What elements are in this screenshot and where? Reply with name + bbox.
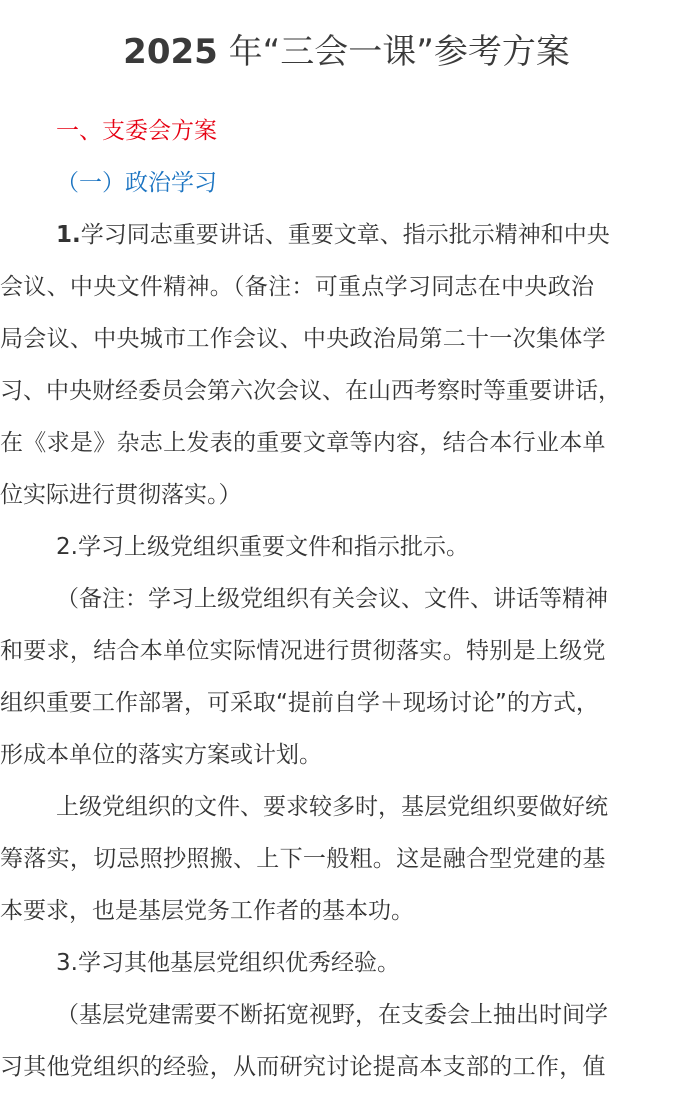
title-year: 2025 xyxy=(123,32,218,72)
para-3-line-3: 本要求，也是基层党务工作者的基本功。 xyxy=(0,898,414,924)
para-3-line-1: 上级党组织的文件、要求较多时，基层党组织要做好统 xyxy=(56,794,608,820)
item-1-text: 学习同志重要讲话、重要文章、指示批示精神和中央 xyxy=(80,222,610,248)
para-3-line-2: 筹落实，切忌照抄照搬、上下一般粗。这是融合型党建的基 xyxy=(0,846,606,872)
item-2-line: 2.学习上级党组织重要文件和指示批示。 xyxy=(56,534,469,560)
title-text: 年“三会一课”参考方案 xyxy=(217,32,570,72)
item-1-line-6: 位实际进行贯彻落实。） xyxy=(0,482,242,508)
note-2-line-3: 组织重要工作部署，可采取“提前自学＋现场讨论”的方式， xyxy=(0,690,599,716)
note-3-line-2: 习其他党组织的经验，从而研究讨论提高本支部的工作，值 xyxy=(0,1054,606,1080)
item-3-line: 3.学习其他基层党组织优秀经验。 xyxy=(56,950,400,976)
item-1-line-4: 习、中央财经委员会第六次会议、在山西考察时等重要讲话， xyxy=(0,378,621,404)
page-title xyxy=(0,28,693,76)
item-1-line-2: 会议、中央文件精神。（备注：可重点学习同志在中央政治 xyxy=(0,274,595,300)
subsection-heading: （一）政治学习 xyxy=(56,170,217,196)
item-1-line-3: 局会议、中央城市工作会议、中央政治局第二十一次集体学 xyxy=(0,326,606,352)
item-1-line-5: 在《求是》杂志上发表的重要文章等内容，结合本行业本单 xyxy=(0,430,606,456)
note-2-line-1: （备注：学习上级党组织有关会议、文件、讲话等精神 xyxy=(56,586,608,612)
note-2-line-2: 和要求，结合本单位实际情况进行贯彻落实。特别是上级党 xyxy=(0,638,606,664)
note-2-line-4: 形成本单位的落实方案或计划。 xyxy=(0,742,322,768)
note-3-line-1: （基层党建需要不断拓宽视野，在支委会上抽出时间学 xyxy=(56,1002,608,1028)
section-heading: 一、支委会方案 xyxy=(56,118,217,144)
item-1-line-1 xyxy=(56,209,610,261)
item-1-number: 1. xyxy=(56,222,81,248)
